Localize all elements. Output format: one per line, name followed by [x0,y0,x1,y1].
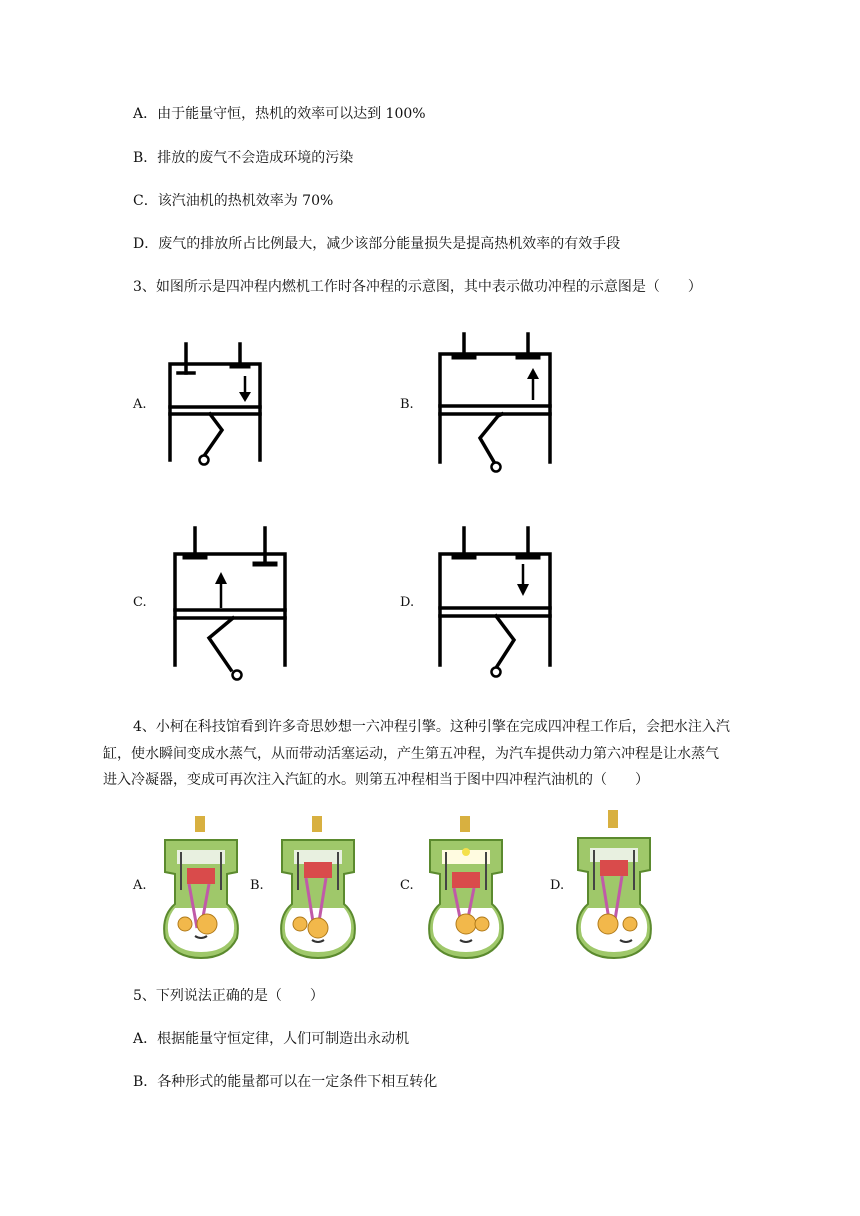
q4-label-d: D. [550,878,565,893]
q4-label-c: C. [400,878,414,893]
q4-stem-line2: 缸，使水瞬间变成水蒸气，从而带动活塞运动，产生第五冲程，为汽车提供动力第六冲程是让水蒸气 [103,746,719,762]
q2-option-a: A．由于能量守恒，热机的效率可以达到 100% [133,106,426,122]
engine-diagram-d [430,520,560,685]
q5-option-a: A．根据能量守恒定律，人们可制造出永动机 [133,1031,410,1047]
q4-label-a: A. [133,878,147,893]
engine-illustration-c [420,812,512,960]
q3-label-c: C. [133,595,147,610]
q3-label-d: D. [400,595,415,610]
engine-illustration-a [155,812,247,960]
q4-stem-line3: 进入冷凝器，变成可再次注入汽缸的水。则第五冲程相当于图中四冲程汽油机的（ ） [103,772,649,788]
engine-diagram-a [160,340,270,470]
q5-stem: 5、下列说法正确的是（ ） [133,988,324,1004]
q2-option-b: B．排放的废气不会造成环境的污染 [133,150,354,166]
q3-label-a: A. [133,397,147,412]
q3-label-b: B. [400,397,414,412]
q4-label-b: B. [250,878,264,893]
q4-stem-line1: 4、小柯在科技馆看到许多奇思妙想一六冲程引擎。这种引擎在完成四冲程工作后，会把水注入汽 [133,719,730,735]
q3-stem: 3、如图所示是四冲程内燃机工作时各冲程的示意图，其中表示做功冲程的示意图是（ ） [133,279,702,295]
q2-option-c: C．该汽油机的热机效率为 70% [133,193,334,209]
engine-illustration-d [568,806,660,960]
q2-option-d: D．废气的排放所占比例最大，减少该部分能量损失是提高热机效率的有效手段 [133,236,621,252]
engine-diagram-b [430,330,560,475]
engine-illustration-b [272,812,364,960]
q5-option-b: B．各种形式的能量都可以在一定条件下相互转化 [133,1074,438,1090]
engine-diagram-c [165,520,295,685]
